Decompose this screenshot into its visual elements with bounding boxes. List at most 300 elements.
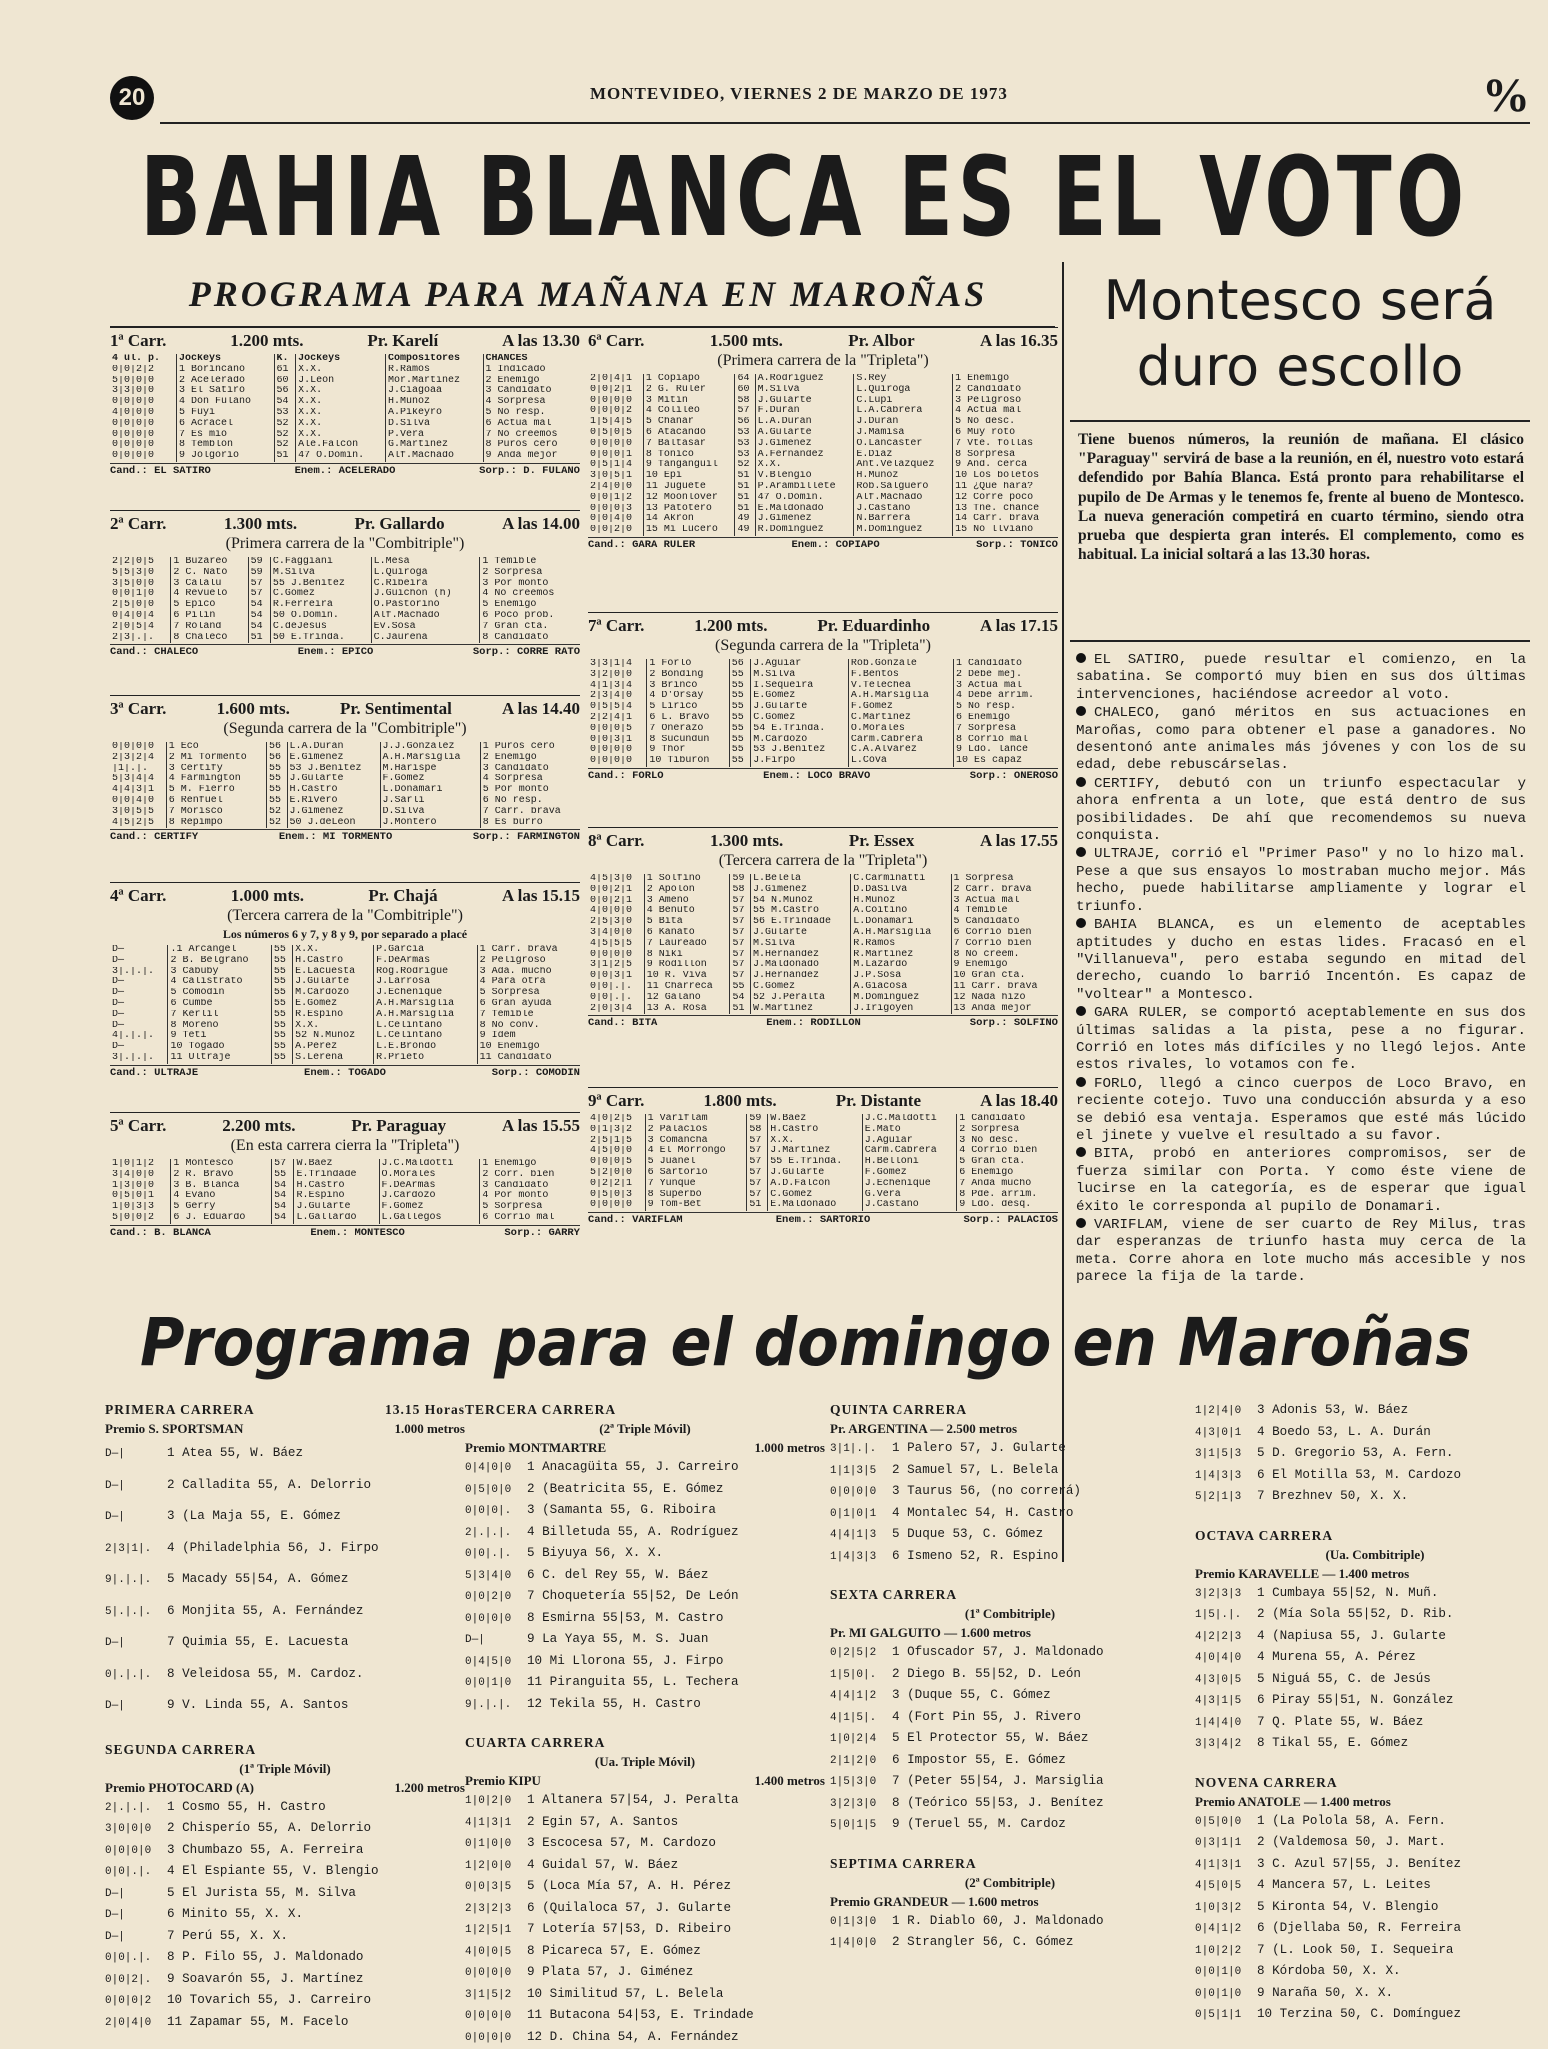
horse-and-jockey: 4 (Philadelphia 56, J. Firpo — [167, 1540, 379, 1555]
recent-form: 5|.|.|. — [105, 1605, 152, 1618]
table-cell: 5 Juanel — [645, 1157, 747, 1168]
table-row — [588, 439, 1058, 450]
table-row — [588, 1200, 1058, 1211]
table-row — [588, 1190, 1058, 1201]
bullet-icon — [1076, 847, 1086, 857]
table-cell: 57 — [730, 896, 751, 907]
table-cell: J.Maldonado — [751, 960, 851, 971]
table-cell: 0|5|0|3 — [588, 1190, 645, 1201]
table-cell: J.Castano — [854, 504, 953, 515]
table-row — [110, 742, 580, 753]
table-cell: 2|0|4|1 — [588, 374, 643, 385]
race-footer — [588, 1015, 1058, 1029]
table-row — [110, 1202, 580, 1213]
race-footer — [588, 1212, 1058, 1226]
table-cell: A.Fernández — [755, 450, 854, 461]
horse-and-jockey: 8 P. Filo 55, J. Maldonado — [167, 1950, 364, 1964]
table-cell: M.Lazardo — [851, 960, 951, 971]
recent-form: 4|3|1|5 — [1195, 1695, 1242, 1707]
recent-form: 2|.|.|. — [465, 1526, 512, 1539]
table-cell: L.A.Cabrera — [854, 406, 953, 417]
table-cell: F.Gómez — [379, 1202, 480, 1213]
table-cell: 4 Evano — [171, 1191, 272, 1202]
table-cell: 54 N.Muñoz — [751, 896, 851, 907]
sunday-entry — [1195, 2004, 1548, 2026]
table-cell: 6 Acracel — [177, 419, 275, 430]
table-row — [588, 691, 1058, 702]
table-cell: M.Hernández — [751, 950, 851, 961]
table-cell: E.Maldonado — [768, 1200, 862, 1211]
horse-and-jockey: 8 Kórdoba 50, X. X. — [1257, 1964, 1401, 1978]
table-row — [110, 386, 580, 397]
table-row — [110, 977, 580, 988]
table-cell: 1 Copiapó — [643, 374, 735, 385]
table-cell: 55 — [271, 956, 292, 967]
column-header: Jockeys — [177, 354, 275, 365]
race-separator — [110, 510, 580, 511]
table-cell: 0|0|0|0 — [110, 430, 177, 441]
sunday-entry — [1195, 1604, 1548, 1626]
table-cell: 7 Yunque — [645, 1179, 747, 1190]
sunday-entry — [1195, 1832, 1548, 1854]
table-cell: 1 Temible — [482, 557, 537, 567]
bullet-icon — [1076, 653, 1086, 663]
table-cell: C.Jaurena — [371, 633, 480, 644]
table-cell: O.Morales — [379, 1170, 480, 1181]
table-cell: 59 — [248, 557, 270, 568]
table-cell: 55 — [272, 1170, 294, 1181]
race-header-field: 6ª Carr. — [588, 331, 645, 350]
sunday-race-series: (2ª Triple Móvil) — [599, 1421, 691, 1436]
sunday-entry — [105, 1627, 465, 1659]
race-header-field: A las 13.30 — [502, 331, 580, 350]
horse-and-jockey: 3 Escocesa 57, M. Cardozo — [527, 1836, 716, 1850]
table-cell: 7 Anda mucho — [959, 1178, 1032, 1189]
table-cell: J.Irigoyen — [851, 1004, 951, 1015]
table-cell: 54 — [248, 600, 270, 611]
table-cell: 53 — [735, 428, 755, 439]
horse-and-jockey: 6 Monjita 55, A. Fernández — [167, 1603, 364, 1618]
sunday-entry — [830, 1524, 1190, 1546]
table-cell: G.Vera — [862, 1190, 956, 1201]
side-note: BAHIA BLANCA, es un elemento de aceptables aptitudes y ducho en estas lides. Fracasó en el "Villanueva", pero estaba segundo en mitad del derecho, cuando lo barrió Incentón. Es capaz de "voltear" a Montesco. — [1076, 917, 1526, 1003]
table-cell: 51 — [274, 451, 296, 462]
table-cell: 4 Temible — [953, 906, 1008, 917]
horse-and-jockey: 4 (Napiusa 55, J. Gularte — [1257, 1628, 1446, 1643]
table-cell: 2|2|0|5 — [110, 557, 171, 568]
table-cell: 0|5|0|5 — [588, 428, 643, 439]
table-cell: 57 — [730, 906, 751, 917]
table-cell: A.H.Marsiglia — [374, 1010, 477, 1021]
side-rule-2 — [1070, 640, 1530, 642]
horse-and-jockey: 2 (Beatricita 55, E. Gómez — [527, 1481, 724, 1496]
table-cell: 2|5|0|0 — [110, 600, 171, 611]
table-cell: 7 Morisco — [166, 807, 266, 818]
table-cell: 2 R. Bravo — [171, 1170, 272, 1181]
race-header-field: Pr. Sentimental — [340, 699, 452, 718]
table-cell: F.Bentos — [848, 670, 953, 681]
recent-form: 3|1|5|3 — [1195, 1448, 1242, 1460]
table-cell: 56 — [735, 417, 755, 428]
sunday-entry — [465, 1694, 825, 1716]
table-cell: 9 Enemigo — [953, 960, 1008, 971]
horse-and-jockey: 9 Soavarón 55, J. Martínez — [167, 1971, 364, 1986]
horse-and-jockey: 7 Perú 55, X. X. — [167, 1928, 288, 1943]
table-cell: E.Gómez — [751, 691, 849, 702]
recent-form: 4|4|1|2 — [830, 1690, 877, 1702]
table-row — [588, 450, 1058, 461]
horse-and-jockey: 4 Mancera 57, L. Leites — [1257, 1878, 1431, 1892]
table-cell: J.J.González — [380, 742, 480, 753]
table-cell: 0|2|2|1 — [588, 1179, 645, 1190]
table-row — [110, 999, 580, 1010]
table-cell: 55 — [271, 1031, 292, 1042]
table-cell: E.Mato — [862, 1125, 956, 1136]
horse-and-jockey: 12 D. China 54, A. Fernández — [527, 2029, 739, 2044]
table-row — [110, 579, 580, 590]
race-footer-field: Cand.: GARA RULER — [588, 538, 696, 551]
table-row — [110, 440, 580, 451]
table-cell: J.Echenique — [374, 988, 477, 999]
table-cell: 3 Ada. mucho — [479, 966, 552, 977]
recent-form: 0|1|0|1 — [830, 1507, 877, 1520]
table-cell: 0|0|.|. — [588, 982, 644, 993]
spacer — [465, 1715, 825, 1733]
recent-form: 1|4|0|0 — [830, 1937, 877, 1949]
table-cell: 8 Candidato — [482, 632, 549, 643]
table-row — [110, 1031, 580, 1042]
recent-form: 0|4|5|0 — [465, 1655, 512, 1668]
table-cell: D— — [110, 999, 168, 1010]
table-cell: 53 — [735, 450, 755, 461]
table-cell: 5 No resp. — [955, 702, 1016, 713]
table-cell: 5|5|3|0 — [110, 568, 171, 579]
horse-and-jockey: 9 (Teruel 55, M. Cardoz — [892, 1817, 1066, 1831]
race-footer-field: Enem.: MONTESCO — [310, 1226, 405, 1239]
recent-form: 0|3|1|1 — [1195, 1837, 1242, 1849]
table-cell: 8 Pde. arrim. — [959, 1189, 1038, 1200]
table-cell: 55 — [271, 1042, 292, 1053]
sunday-entry — [105, 1533, 465, 1565]
race-footer-field: Cand.: BITA — [588, 1017, 658, 1030]
table-cell: A.Giacosa — [851, 982, 951, 993]
table-cell: 51 — [735, 493, 755, 504]
sunday-race-header — [105, 1740, 465, 1759]
corner-mark: % — [1482, 69, 1530, 122]
table-cell: 3 Cabuby — [168, 967, 271, 978]
table-cell: R.Espino — [294, 1191, 379, 1202]
sunday-entry — [465, 1629, 825, 1651]
side-note: FORLO, llegó a cinco cuerpos de Loco Bravo, en reciente cotejo. Tuvo una conducción absurda y a eso se debió esa ventaja. Esperamos que esté más lúcido el jinete y vuelve el resultado a su favor. — [1076, 1075, 1526, 1144]
recent-form: 0|0|0|0 — [465, 2010, 512, 2022]
table-cell: J.Gularte — [287, 774, 380, 785]
table-cell: 3 Comancha — [645, 1136, 747, 1147]
table-cell: 3|4|0|0 — [110, 1170, 171, 1181]
table-cell: 50 E.Trinda. — [270, 633, 371, 644]
table-cell: 0|0|0|0 — [588, 1200, 645, 1211]
table-cell: J.Aguiar — [862, 1136, 956, 1147]
table-cell: 8 Es burro — [482, 817, 543, 828]
table-cell: 5 No resp. — [485, 407, 546, 418]
horse-and-jockey: 3 Chumbazo 55, A. Ferreira — [167, 1842, 364, 1857]
table-cell: 10 Togado — [168, 1042, 271, 1053]
table-cell: A.D.Falcón — [768, 1179, 862, 1190]
table-cell: 1 Sorpresa — [953, 874, 1014, 884]
table-cell: 51 — [248, 633, 270, 644]
table-row — [588, 670, 1058, 681]
sunday-entry — [105, 1926, 465, 1948]
recent-form: 1|0|2|2 — [1195, 1944, 1242, 1957]
table-cell: X.X. — [296, 397, 386, 408]
sunday-race-header — [1195, 1526, 1548, 1545]
table-cell: 0|0|3|1 — [588, 735, 647, 746]
sunday-race-prize — [830, 1419, 1190, 1438]
table-cell: F.Gómez — [848, 702, 953, 713]
table-cell: 54 — [272, 1202, 294, 1213]
table-cell: F.DeArmas — [379, 1181, 480, 1192]
table-cell: 0|0|0|5 — [588, 724, 647, 735]
table-cell: 55 — [271, 1010, 292, 1021]
table-cell: 54 E.Trinda. — [751, 724, 849, 735]
race-subtitle: (Tercera carrera de la "Tripleta") — [718, 852, 928, 869]
table-cell: A.Rodríguez — [755, 374, 854, 385]
table-row — [110, 1181, 580, 1192]
table-cell: D.Silva — [386, 419, 484, 430]
table-cell: 52 — [266, 818, 287, 829]
table-cell: 4|5|2|5 — [110, 818, 166, 829]
race-header-field: Pr. Chajá — [368, 886, 438, 905]
table-cell: 57 — [747, 1168, 768, 1179]
table-cell: 6 Actúa mal — [485, 418, 552, 429]
table-cell: 1 Variflam — [645, 1114, 747, 1125]
headline: BAHIA BLANCA ES EL VOTO — [140, 133, 1469, 261]
recent-form: 0|5|0|0 — [1195, 1815, 1242, 1828]
sunday-entry — [465, 2027, 825, 2049]
race-block — [110, 330, 580, 477]
horse-and-jockey: 11 Zapamar 55, M. Facelo — [167, 2014, 349, 2029]
table-cell: Rog.Rodrígue — [374, 967, 477, 978]
race-footer — [588, 768, 1058, 782]
table-cell: 6 No resp. — [482, 795, 543, 806]
sunday-entry — [1195, 1918, 1548, 1940]
sunday-entry — [1195, 1486, 1548, 1508]
table-cell: 4 D'Orsay — [647, 691, 729, 702]
table-row — [110, 967, 580, 978]
sunday-race-name: SEXTA CARRERA — [830, 1587, 958, 1602]
table-cell: A.H.Marsiglia — [848, 691, 953, 702]
table-cell: J.Cardozo — [379, 1191, 480, 1202]
sunday-entry — [1195, 1422, 1548, 1444]
table-cell: 57 — [735, 406, 755, 417]
horse-and-jockey: 5 Duque 53, C. Gómez — [892, 1527, 1044, 1541]
race-block — [110, 885, 580, 1079]
table-cell: 4 Calistrato — [168, 977, 271, 988]
table-cell: 4|0|2|5 — [588, 1114, 645, 1125]
column-header: CHANCES — [485, 354, 528, 364]
race-footer-field: Sorp.: PALACIOS — [963, 1214, 1058, 1227]
recent-form: 0|1|0|0 — [465, 1838, 512, 1850]
table-cell: 9 Tom-Bet — [645, 1200, 747, 1211]
sunday-entry — [1195, 1626, 1548, 1648]
recent-form: 0|0|.|. — [105, 1952, 152, 1964]
horse-and-jockey: 3 C. Azul 57|55, J. Benítez — [1257, 1856, 1462, 1871]
table-cell: 0|0|0|0 — [588, 396, 643, 407]
table-cell: 7 Sorpresa — [955, 723, 1016, 734]
table-cell: 11 ¿Qué hará? — [955, 481, 1034, 492]
sunday-entry — [830, 1932, 1190, 1954]
bullet-icon — [1076, 918, 1086, 928]
table-cell: 56 — [274, 386, 296, 397]
sunday-race-name: PRIMERA CARRERA — [105, 1402, 255, 1417]
sunday-entry — [105, 1861, 465, 1883]
horse-and-jockey: 6 (Quilaloca 57, J. Gularte — [527, 1900, 732, 1915]
table-cell: S.Rey — [854, 374, 953, 385]
sunday-entry — [465, 1962, 825, 1984]
table-cell: 52 — [735, 460, 755, 471]
spacer — [1195, 1508, 1548, 1526]
horse-and-jockey: 6 (Djellaba 50, R. Ferreira — [1257, 1921, 1462, 1935]
recent-form: D—| — [105, 1909, 125, 1921]
recent-form: 0|0|.|. — [465, 1548, 512, 1560]
table-row — [110, 818, 580, 829]
table-cell: L.Donamari — [851, 917, 951, 928]
table-cell: 1|5|4|5 — [588, 417, 643, 428]
race-footer-field: Sorp.: TONICO — [976, 538, 1058, 551]
table-row — [110, 945, 580, 956]
recent-form: 0|5|0|0 — [465, 1483, 512, 1496]
table-cell: 3|0|5|1 — [588, 471, 643, 482]
table-cell: 0|0|0|0 — [110, 397, 177, 408]
recent-form: 4|3|0|1 — [1195, 1426, 1242, 1439]
table-cell: M.Silva — [755, 385, 854, 396]
race-footer — [110, 1065, 580, 1079]
table-cell: 59 — [730, 874, 751, 885]
table-cell: 56 — [266, 753, 287, 764]
race-footer-field: Cand.: B. BLANCA — [110, 1226, 211, 1239]
sunday-race-name: SEGUNDA CARRERA — [105, 1741, 257, 1757]
table-cell: H.Muñoz — [851, 896, 951, 907]
sunday-entry — [105, 1947, 465, 1969]
table-cell: P.García — [374, 945, 477, 956]
sunday-entry — [830, 1707, 1190, 1729]
table-cell: 53 — [735, 439, 755, 450]
recent-form: 1|2|5|1 — [465, 1924, 512, 1936]
race-subtitle: (Tercera carrera de la "Combitriple") — [227, 907, 463, 924]
sunday-entry — [465, 1608, 825, 1630]
table-cell: E.Gómez — [293, 999, 374, 1010]
recent-form: 1|5|.|. — [1195, 1609, 1242, 1621]
table-cell: 50 J.deLeón — [287, 818, 380, 829]
table-row — [588, 385, 1058, 396]
race-header-field: A las 17.15 — [980, 616, 1058, 635]
table-cell: L.Quiroga — [371, 568, 480, 579]
sunday-entry — [465, 1586, 825, 1608]
table-cell: 12 Corre poco — [955, 492, 1034, 503]
sunday-prize-name: Premio KARAVELLE — 1.400 metros — [1195, 1565, 1410, 1581]
table-cell: 10 Gran cta. — [953, 971, 1026, 982]
bullet-icon — [1076, 1077, 1086, 1087]
table-cell: W.Báez — [768, 1114, 862, 1125]
race-footer-field: Sorp.: FARMINGTON — [472, 831, 580, 844]
table-cell: M.Domínguez — [854, 525, 953, 536]
table-cell: 5 Enemigo — [482, 600, 537, 611]
table-cell: 5 Bita — [644, 917, 730, 928]
table-cell: M.Harispe — [380, 764, 480, 775]
table-cell: 47 O.Domín. — [296, 451, 386, 462]
table-cell: H.Muñoz — [854, 471, 953, 482]
table-cell: 5 No desc. — [955, 417, 1016, 428]
recent-form: 1|4|3|3 — [830, 1550, 877, 1563]
sunday-race-header — [465, 1400, 825, 1419]
table-cell: 57 — [730, 971, 751, 982]
sunday-prize-distance: 1.000 metros — [394, 1421, 465, 1436]
column-header: Jockeys — [296, 354, 386, 365]
race-block — [588, 830, 1058, 1029]
recent-form: 1|4|3|3 — [1195, 1469, 1242, 1482]
race-footer-field: Enem.: RODILLON — [766, 1017, 861, 1030]
table-cell: 6 Corrió mal — [482, 1212, 555, 1223]
table-cell: 1|0|1|2 — [110, 1159, 171, 1170]
sunday-entry — [830, 1911, 1190, 1933]
table-cell: F.Durán — [755, 406, 854, 417]
table-cell: X.X. — [296, 386, 386, 397]
table-cell: 1 Forlo — [647, 659, 729, 670]
table-cell: I.Sequeira — [751, 681, 849, 692]
race-footer-field: Enem.: EPICO — [297, 646, 374, 659]
sunday-entry — [1195, 1690, 1548, 1712]
table-cell: C.Gómez — [768, 1190, 862, 1201]
table-cell: 51 — [735, 482, 755, 493]
race-header — [588, 830, 1058, 851]
recent-form: 4|2|2|3 — [1195, 1630, 1242, 1643]
race-block — [110, 513, 580, 658]
sunday-entry — [465, 1457, 825, 1479]
table-cell: 0|0|0|0 — [110, 451, 177, 462]
horse-and-jockey: 4 Montalec 54, H. Castro — [892, 1505, 1074, 1520]
table-cell: L.Gallardo — [294, 1213, 379, 1224]
table-cell: 15 No llviano — [955, 525, 1034, 536]
sunday-entry — [830, 1481, 1190, 1503]
table-cell: J.C.Maldotti — [862, 1114, 956, 1125]
recent-form: 3|3|4|2 — [1195, 1738, 1242, 1750]
table-row — [588, 482, 1058, 493]
table-cell: D— — [110, 1042, 168, 1053]
table-cell: 8 Niki — [644, 950, 730, 961]
table-cell: 55 — [729, 745, 751, 756]
table-cell: 7 Baltasar — [643, 439, 735, 450]
table-cell: 2|3|.|. — [110, 633, 171, 644]
race-header — [110, 885, 580, 906]
table-row — [588, 724, 1058, 735]
sunday-entry — [830, 1771, 1190, 1793]
race-footer-field: Cand.: EL SATIRO — [110, 464, 211, 477]
sunday-race-name: OCTAVA CARRERA — [1195, 1527, 1334, 1543]
table-row — [588, 681, 1058, 692]
horse-and-jockey: 6 Ismeno 52, R. Espino — [892, 1548, 1059, 1563]
table-cell: 4|5|0|0 — [588, 1146, 645, 1157]
table-cell: 13 Tne. chance — [955, 503, 1040, 514]
table-cell: H.Castro — [287, 785, 380, 796]
table-cell: 3|1|2|5 — [588, 960, 644, 971]
table-cell: 2 Debe mej. — [955, 669, 1022, 680]
table-cell: W.Báez — [294, 1159, 379, 1170]
recent-form: 1|0|2|0 — [465, 1795, 512, 1807]
table-cell: F.Gómez — [862, 1168, 956, 1179]
sunday-entry — [830, 1793, 1190, 1815]
table-cell: X.X. — [296, 430, 386, 441]
sunday-entry — [1195, 1647, 1548, 1669]
table-row — [588, 950, 1058, 961]
